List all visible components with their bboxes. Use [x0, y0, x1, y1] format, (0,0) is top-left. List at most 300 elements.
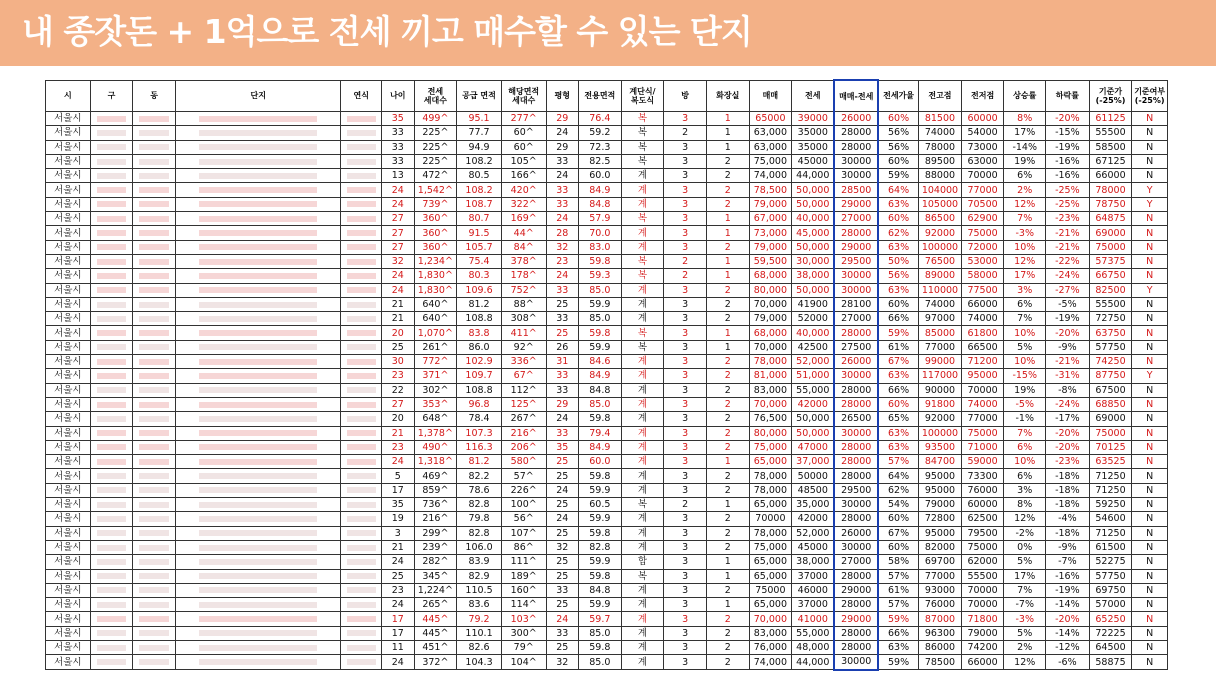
table-cell: 2 — [664, 254, 707, 268]
table-cell: 64500 — [1089, 640, 1132, 654]
table-cell: 65,000 — [749, 569, 792, 583]
table-cell: 1 — [706, 569, 749, 583]
table-cell: 54600 — [1089, 512, 1132, 526]
redacted-block — [347, 416, 376, 422]
table-cell: 225^ — [414, 154, 457, 168]
table-cell: 60000 — [961, 112, 1004, 126]
table-cell: 71250 — [1089, 469, 1132, 483]
table-cell — [133, 469, 176, 483]
table-cell: 112^ — [501, 383, 546, 397]
table-cell: 85000 — [919, 326, 962, 340]
table-cell: -6% — [1046, 655, 1090, 670]
table-cell — [133, 626, 176, 640]
table-cell: 19% — [1004, 154, 1046, 168]
table-cell: 2 — [706, 355, 749, 369]
table-cell: -27% — [1046, 283, 1090, 297]
table-cell: 3 — [664, 512, 707, 526]
table-cell: 33 — [546, 183, 578, 197]
table-cell: 33 — [546, 154, 578, 168]
redacted-block — [139, 173, 169, 179]
table-cell: 30000 — [834, 498, 878, 512]
table-cell: 61% — [878, 583, 919, 597]
table-cell: 72800 — [919, 512, 962, 526]
table-body — [46, 112, 1168, 670]
table-cell: 30,000 — [792, 254, 835, 268]
table-cell — [133, 655, 176, 670]
table-cell: 91.5 — [457, 226, 502, 240]
redacted-block — [199, 430, 317, 436]
table-cell: 109.6 — [457, 283, 502, 297]
table-cell: 85.0 — [579, 626, 622, 640]
table-row — [46, 598, 1168, 612]
table-cell: 109.7 — [457, 369, 502, 383]
table-cell — [175, 212, 341, 226]
table-cell: 35 — [382, 112, 414, 126]
table-cell: 6% — [1004, 469, 1046, 483]
table-cell: N — [1132, 397, 1168, 411]
redacted-block — [97, 645, 127, 651]
table-cell: 1 — [706, 340, 749, 354]
redacted-block — [139, 159, 169, 165]
table-cell: 76,500 — [749, 412, 792, 426]
redacted-block — [97, 373, 127, 379]
table-cell: 60% — [878, 397, 919, 411]
table-cell: 24 — [546, 612, 578, 626]
table-cell: 24 — [546, 483, 578, 497]
redacted-block — [347, 473, 376, 479]
table-row — [46, 254, 1168, 268]
table-cell: -20% — [1046, 112, 1090, 126]
table-cell: 372^ — [414, 655, 457, 670]
table-cell — [90, 297, 133, 311]
table-cell: 계 — [621, 612, 664, 626]
table-cell: 336^ — [501, 355, 546, 369]
redacted-block — [139, 187, 169, 193]
table-cell: 80,000 — [749, 426, 792, 440]
table-cell: 서울시 — [46, 312, 91, 326]
table-cell: 30000 — [834, 154, 878, 168]
table-cell: 2 — [706, 240, 749, 254]
table-cell — [90, 369, 133, 383]
table-cell: 74,000 — [749, 655, 792, 670]
table-row — [46, 483, 1168, 497]
table-cell: 25 — [382, 340, 414, 354]
table-cell: 90000 — [919, 383, 962, 397]
table-cell: 8% — [1004, 498, 1046, 512]
redacted-block — [139, 502, 169, 508]
table-cell: 46000 — [792, 583, 835, 597]
table-cell — [90, 469, 133, 483]
table-cell: 2 — [706, 183, 749, 197]
table-cell: 28000 — [834, 397, 878, 411]
column-header: 전용면적 — [579, 80, 622, 112]
table-cell — [341, 612, 382, 626]
redacted-block — [199, 230, 317, 236]
redacted-block — [97, 559, 127, 565]
table-cell: 1 — [706, 140, 749, 154]
table-cell — [175, 112, 341, 126]
table-cell: 63750 — [1089, 326, 1132, 340]
table-cell: 62% — [878, 226, 919, 240]
table-cell: 52,000 — [792, 355, 835, 369]
redacted-block — [199, 116, 317, 122]
table-cell: 3 — [664, 340, 707, 354]
table-cell — [341, 469, 382, 483]
redacted-block — [97, 116, 127, 122]
table-cell: 계 — [621, 383, 664, 397]
column-header: 전세가율 — [878, 80, 919, 112]
table-cell: 77000 — [919, 340, 962, 354]
redacted-block — [97, 273, 127, 279]
table-cell — [341, 583, 382, 597]
table-cell — [90, 655, 133, 670]
redacted-block — [347, 187, 376, 193]
table-cell: 95000 — [961, 369, 1004, 383]
redacted-block — [199, 216, 317, 222]
table-cell: 95.1 — [457, 112, 502, 126]
table-cell: 30000 — [834, 283, 878, 297]
table-cell: -19% — [1046, 312, 1090, 326]
table-cell: 420^ — [501, 183, 546, 197]
table-cell: 10% — [1004, 240, 1046, 254]
table-cell: 40,000 — [792, 326, 835, 340]
table-cell: 82.2 — [457, 469, 502, 483]
table-cell: 30000 — [834, 169, 878, 183]
table-cell: 353^ — [414, 397, 457, 411]
table-cell: 65000 — [749, 112, 792, 126]
table-cell: 25 — [382, 569, 414, 583]
table-cell: 85.0 — [579, 655, 622, 670]
table-cell: 111^ — [501, 555, 546, 569]
table-cell — [341, 169, 382, 183]
table-cell — [133, 326, 176, 340]
table-cell: 27 — [382, 240, 414, 254]
table-cell: 3 — [664, 412, 707, 426]
table-row — [46, 212, 1168, 226]
redacted-block — [97, 487, 127, 493]
table-cell: 1 — [706, 455, 749, 469]
redacted-block — [199, 173, 317, 179]
table-cell — [90, 326, 133, 340]
table-cell: 104000 — [919, 183, 962, 197]
table-cell: 60^ — [501, 126, 546, 140]
table-cell: 265^ — [414, 598, 457, 612]
table-row — [46, 312, 1168, 326]
redacted-block — [97, 444, 127, 450]
table-cell — [175, 397, 341, 411]
table-row — [46, 469, 1168, 483]
table-cell: -8% — [1046, 383, 1090, 397]
table-cell: 74000 — [961, 397, 1004, 411]
table-cell — [90, 355, 133, 369]
table-cell: -16% — [1046, 569, 1090, 583]
table-cell: 12% — [1004, 254, 1046, 268]
table-cell: 59.9 — [579, 483, 622, 497]
table-cell: 25 — [546, 469, 578, 483]
table-cell: 6% — [1004, 297, 1046, 311]
table-cell — [175, 526, 341, 540]
table-cell — [90, 426, 133, 440]
redacted-block — [347, 302, 376, 308]
table-cell: 57% — [878, 598, 919, 612]
table-cell: -19% — [1046, 583, 1090, 597]
table-cell: 서울시 — [46, 440, 91, 454]
table-cell: 56% — [878, 126, 919, 140]
table-cell: 서울시 — [46, 169, 91, 183]
table-cell: 33 — [546, 312, 578, 326]
table-cell: 71250 — [1089, 526, 1132, 540]
table-row — [46, 426, 1168, 440]
table-cell: N — [1132, 412, 1168, 426]
table-cell: 79000 — [961, 626, 1004, 640]
table-cell: 116.3 — [457, 440, 502, 454]
table-cell: 17% — [1004, 269, 1046, 283]
table-cell: 40,000 — [792, 212, 835, 226]
table-cell: 63% — [878, 440, 919, 454]
table-cell: 24 — [382, 197, 414, 211]
table-cell: 1 — [706, 598, 749, 612]
table-cell — [341, 598, 382, 612]
table-cell: 74200 — [961, 640, 1004, 654]
table-cell: N — [1132, 112, 1168, 126]
table-cell: 복 — [621, 326, 664, 340]
redacted-block — [97, 230, 127, 236]
redacted-block — [97, 616, 127, 622]
table-cell: 33 — [382, 140, 414, 154]
table-cell: N — [1132, 512, 1168, 526]
table-cell: 77000 — [961, 412, 1004, 426]
table-cell: 87750 — [1089, 369, 1132, 383]
table-cell: 84.9 — [579, 183, 622, 197]
table-cell: 48500 — [792, 483, 835, 497]
title-banner — [0, 0, 1216, 66]
table-cell: 서울시 — [46, 355, 91, 369]
table-cell: 32 — [546, 540, 578, 554]
table-cell: 100^ — [501, 498, 546, 512]
table-cell: 50,000 — [792, 283, 835, 297]
table-cell: 59.9 — [579, 340, 622, 354]
column-header: 매매-전세 — [834, 80, 878, 112]
table-cell — [90, 340, 133, 354]
table-cell: 1,830^ — [414, 283, 457, 297]
table-cell — [175, 383, 341, 397]
table-cell: N — [1132, 583, 1168, 597]
table-cell: 79.4 — [579, 426, 622, 440]
table-cell: 160^ — [501, 583, 546, 597]
table-cell: 64875 — [1089, 212, 1132, 226]
table-row — [46, 140, 1168, 154]
table-cell — [341, 498, 382, 512]
table-cell — [175, 254, 341, 268]
table-cell: 45000 — [792, 540, 835, 554]
redacted-block — [139, 444, 169, 450]
table-cell — [90, 569, 133, 583]
table-cell: 10% — [1004, 455, 1046, 469]
table-cell: -20% — [1046, 426, 1090, 440]
table-cell: 3 — [664, 455, 707, 469]
table-cell: 648^ — [414, 412, 457, 426]
table-cell: 105000 — [919, 197, 962, 211]
table-cell: 26500 — [834, 412, 878, 426]
redacted-block — [199, 616, 317, 622]
redacted-block — [97, 344, 127, 350]
table-cell: 70,000 — [749, 397, 792, 411]
table-cell: 서울시 — [46, 397, 91, 411]
table-cell: 서울시 — [46, 598, 91, 612]
table-cell: 65% — [878, 412, 919, 426]
table-cell: 21 — [382, 312, 414, 326]
table-cell: 13 — [382, 169, 414, 183]
table-cell: 63% — [878, 640, 919, 654]
table-cell — [90, 455, 133, 469]
table-cell: 56% — [878, 140, 919, 154]
table-cell — [133, 498, 176, 512]
table-cell: 88000 — [919, 169, 962, 183]
table-cell: 92000 — [919, 412, 962, 426]
table-cell: 2 — [706, 469, 749, 483]
table-cell: 82500 — [1089, 283, 1132, 297]
table-cell: 3% — [1004, 483, 1046, 497]
redacted-block — [139, 359, 169, 365]
table-cell: 3 — [664, 426, 707, 440]
table-cell: N — [1132, 555, 1168, 569]
table-cell — [341, 297, 382, 311]
redacted-block — [139, 530, 169, 536]
table-cell: 66% — [878, 383, 919, 397]
table-cell: 267^ — [501, 412, 546, 426]
table-cell — [133, 483, 176, 497]
table-cell: 59.9 — [579, 512, 622, 526]
redacted-block — [347, 587, 376, 593]
table-cell: 3 — [664, 583, 707, 597]
redacted-block — [199, 587, 317, 593]
table-cell: 62% — [878, 483, 919, 497]
table-cell: 70,000 — [749, 340, 792, 354]
table-cell: 5% — [1004, 555, 1046, 569]
table-cell: 계 — [621, 483, 664, 497]
table-row — [46, 526, 1168, 540]
table-cell — [175, 226, 341, 240]
table-cell: 75000 — [961, 540, 1004, 554]
table-cell: 2% — [1004, 183, 1046, 197]
table-cell — [341, 254, 382, 268]
table-cell: 57375 — [1089, 254, 1132, 268]
table-cell: 59.8 — [579, 526, 622, 540]
table-cell: 41900 — [792, 297, 835, 311]
table-cell — [90, 269, 133, 283]
table-cell: 서울시 — [46, 197, 91, 211]
table-cell — [341, 426, 382, 440]
table-cell: 31 — [546, 355, 578, 369]
table-cell: 30000 — [834, 369, 878, 383]
table-cell: 57% — [878, 455, 919, 469]
table-cell: -14% — [1046, 626, 1090, 640]
table-cell: 91800 — [919, 397, 962, 411]
table-cell: 81.2 — [457, 297, 502, 311]
column-header: 동 — [133, 80, 176, 112]
table-cell: 61800 — [961, 326, 1004, 340]
table-cell: 42000 — [792, 397, 835, 411]
table-cell: -3% — [1004, 226, 1046, 240]
table-cell: 계 — [621, 540, 664, 554]
column-header: 전세 세대수 — [414, 80, 457, 112]
redacted-block — [139, 630, 169, 636]
redacted-block — [347, 430, 376, 436]
table-cell: 계 — [621, 512, 664, 526]
table-cell: 24 — [382, 183, 414, 197]
table-cell: 67^ — [501, 369, 546, 383]
table-row — [46, 126, 1168, 140]
table-cell: 64% — [878, 469, 919, 483]
table-cell: 75,000 — [749, 154, 792, 168]
table-cell: 1,378^ — [414, 426, 457, 440]
table-cell — [175, 183, 341, 197]
table-cell: 96.8 — [457, 397, 502, 411]
table-cell: 29000 — [834, 197, 878, 211]
table-cell: 2 — [706, 655, 749, 670]
table-cell: 17% — [1004, 126, 1046, 140]
table-cell: -20% — [1046, 612, 1090, 626]
table-cell — [341, 455, 382, 469]
table-cell — [133, 555, 176, 569]
table-cell: 322^ — [501, 197, 546, 211]
table-cell: 92000 — [919, 226, 962, 240]
table-cell: 59% — [878, 169, 919, 183]
table-cell: 2 — [706, 526, 749, 540]
column-header: 공급 면적 — [457, 80, 502, 112]
table-cell: 445^ — [414, 612, 457, 626]
table-cell: 58500 — [1089, 140, 1132, 154]
table-cell: 계 — [621, 469, 664, 483]
table-cell: 88^ — [501, 297, 546, 311]
table-cell: 서울시 — [46, 498, 91, 512]
table-cell: 87000 — [919, 612, 962, 626]
table-cell: 59.2 — [579, 126, 622, 140]
table-cell: 57^ — [501, 469, 546, 483]
table-cell: 19 — [382, 512, 414, 526]
table-cell: 60^ — [501, 140, 546, 154]
table-cell: 68,000 — [749, 326, 792, 340]
redacted-block — [199, 487, 317, 493]
table-cell: 33 — [546, 283, 578, 297]
table-cell: -15% — [1046, 126, 1090, 140]
table-cell: 58875 — [1089, 655, 1132, 670]
table-cell: 72000 — [961, 240, 1004, 254]
table-cell: 7% — [1004, 312, 1046, 326]
table-cell: 서울시 — [46, 569, 91, 583]
table-cell: 85.0 — [579, 312, 622, 326]
table-cell: 3 — [664, 326, 707, 340]
table-cell: 복 — [621, 498, 664, 512]
table-row — [46, 112, 1168, 126]
redacted-block — [347, 545, 376, 551]
redacted-block — [139, 201, 169, 207]
table-cell: 114^ — [501, 598, 546, 612]
table-cell: 6% — [1004, 440, 1046, 454]
redacted-block — [347, 444, 376, 450]
table-cell: 95000 — [919, 483, 962, 497]
table-cell: 77000 — [919, 569, 962, 583]
table-cell: N — [1132, 540, 1168, 554]
table-cell: 66% — [878, 312, 919, 326]
table-cell: 38,000 — [792, 555, 835, 569]
table-cell — [175, 469, 341, 483]
table-cell: 78000 — [1089, 183, 1132, 197]
table-cell: 75.4 — [457, 254, 502, 268]
table-cell: N — [1132, 498, 1168, 512]
table-cell: 50,000 — [792, 412, 835, 426]
redacted-block — [139, 402, 169, 408]
